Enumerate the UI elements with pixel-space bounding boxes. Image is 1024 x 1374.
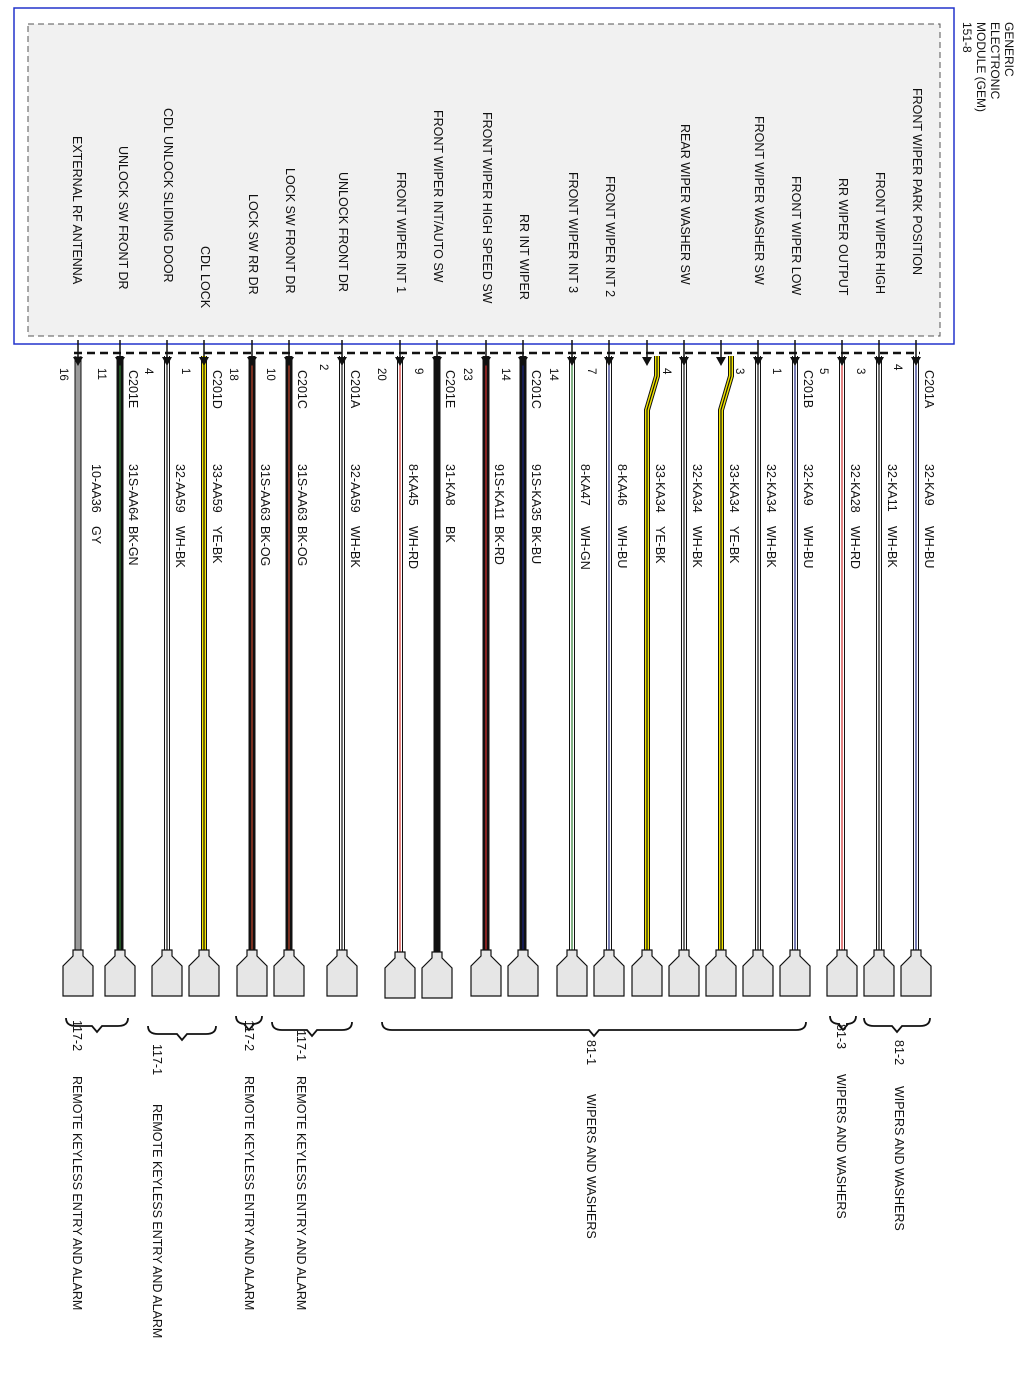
pin-arrow — [162, 357, 172, 366]
module-title-line4: 151-8 — [960, 22, 974, 53]
circuit-id: 32-KA28 — [848, 464, 862, 513]
reference-page: 117-2 — [70, 1020, 84, 1052]
pin-number: 2 — [317, 364, 329, 371]
circuit-id: 32-KA9 — [801, 464, 815, 506]
wire-color-code: BK-OG — [295, 526, 309, 567]
reference-page: 81-1 — [584, 1040, 598, 1066]
connector-id: C201A — [922, 370, 936, 409]
connector-terminal — [669, 950, 699, 996]
circuit-id: 32-KA9 — [922, 464, 936, 506]
connector-terminal — [237, 950, 267, 996]
connector-terminal — [422, 952, 452, 998]
wire-color-code: GY — [89, 526, 103, 545]
module-title-line1: GENERIC — [1002, 22, 1016, 77]
pin-arrow — [716, 357, 726, 366]
reference-page: 81-3 — [834, 1024, 848, 1050]
wire-group — [63, 340, 931, 998]
pin-number: 11 — [95, 368, 107, 380]
signal-label: EXTERNAL RF ANTENNA — [70, 136, 84, 285]
connector-id: C201E — [443, 370, 457, 409]
wire-color-code: WH-BU — [615, 526, 629, 569]
reference-title: WIPERS AND WASHERS — [584, 1094, 598, 1239]
brace-group — [66, 1016, 930, 1040]
connector-terminal — [385, 952, 415, 998]
wire-color-code: BK-BU — [529, 526, 543, 565]
wire-color-code: WH-BU — [801, 526, 815, 569]
pin-arrow — [911, 357, 921, 366]
signal-label: FRONT WIPER PARK POSITION — [910, 88, 924, 276]
signal-label: FRONT WIPER LOW — [789, 176, 803, 296]
circuit-id: 8-KA45 — [406, 464, 420, 506]
circuit-id: 8-KA47 — [578, 464, 592, 506]
connector-terminal — [327, 950, 357, 996]
signal-label: FRONT WIPER WASHER SW — [752, 116, 766, 285]
wire-insulation — [721, 356, 731, 950]
pin-arrow — [642, 357, 652, 366]
signal-label: FRONT WIPER INT 3 — [566, 172, 580, 294]
circuit-id: 91S-KA35 — [529, 464, 543, 521]
connector-terminal — [63, 950, 93, 996]
pin-number: 14 — [499, 368, 511, 381]
circuit-id: 91S-KA11 — [492, 464, 506, 521]
pin-arrow — [337, 357, 347, 366]
connector-terminal — [274, 950, 304, 996]
group-brace — [272, 1022, 352, 1036]
reference-title: REMOTE KEYLESS ENTRY AND ALARM — [294, 1076, 308, 1311]
connector-id: C201A — [348, 370, 362, 409]
circuit-id: 32-KA11 — [885, 464, 899, 512]
signal-label: FRONT WIPER INT 1 — [394, 172, 408, 294]
reference-title: WIPERS AND WASHERS — [892, 1086, 906, 1231]
signal-label: RR INT WIPER — [517, 214, 531, 300]
wire-color-code: YE-BK — [653, 526, 667, 564]
pin-number: 4 — [891, 364, 903, 371]
wire-color-code: WH-RD — [848, 526, 862, 570]
reference-title: REMOTE KEYLESS ENTRY AND ALARM — [70, 1076, 84, 1311]
module-title — [960, 22, 1016, 112]
connector-terminal — [780, 950, 810, 996]
group-brace — [382, 1022, 806, 1036]
circuit-id: 32-KA34 — [690, 464, 704, 513]
pin-number: 1 — [770, 368, 782, 375]
signal-label: CDL UNLOCK SLIDING DOOR — [161, 108, 175, 283]
reference-title: REMOTE KEYLESS ENTRY AND ALARM — [150, 1104, 164, 1339]
pin-number: 9 — [412, 368, 424, 375]
wire-color-code: WH-RD — [406, 526, 420, 570]
signal-label: FRONT WIPER HIGH SPEED SW — [480, 112, 494, 304]
wire-insulation — [647, 356, 657, 950]
signal-label: CDL LOCK — [198, 246, 212, 309]
pin-number: 20 — [375, 368, 387, 381]
pin-arrow — [790, 357, 800, 366]
pin-arrow — [679, 357, 689, 366]
module-title-line3: MODULE (GEM) — [974, 22, 988, 112]
wire-color-code: WH-BK — [690, 526, 704, 568]
connector-terminal — [557, 950, 587, 996]
pin-number: 5 — [817, 368, 829, 375]
reference-page: 117-2 — [242, 1020, 256, 1052]
connector-id: C201C — [295, 370, 309, 409]
pin-number: 16 — [57, 368, 69, 381]
module-title-line2: ELECTRONIC — [988, 22, 1002, 100]
connector-id: C201C — [529, 370, 543, 409]
pin-number: 1 — [179, 368, 191, 375]
circuit-id: 32-AA59 — [348, 464, 362, 513]
circuit-id: 31S-AA63 — [258, 464, 272, 521]
pin-arrow — [199, 357, 209, 366]
signal-label: RR WIPER OUTPUT — [836, 178, 850, 296]
connector-id: C201E — [126, 370, 140, 409]
reference-page: 81-2 — [892, 1040, 906, 1066]
wire-color-code: WH-BK — [173, 526, 187, 568]
pin-number: 10 — [264, 368, 276, 381]
connector-terminal — [706, 950, 736, 996]
connector-terminal — [189, 950, 219, 996]
pin-number: 7 — [585, 368, 597, 375]
connector-terminal — [471, 950, 501, 996]
pin-arrow — [567, 357, 577, 366]
reference-page: 117-1 — [294, 1030, 308, 1062]
connector-terminal — [152, 950, 182, 996]
pin-arrow — [604, 357, 614, 366]
circuit-id: 33-AA59 — [210, 464, 224, 513]
connector-terminal — [827, 950, 857, 996]
pin-number: 4 — [660, 368, 672, 375]
circuit-id: 33-KA34 — [727, 464, 741, 513]
wire-color-code: WH-BU — [922, 526, 936, 569]
wire-color-code: BK-GN — [126, 526, 140, 566]
connector-terminal — [632, 950, 662, 996]
connector-terminal — [105, 950, 135, 996]
circuit-id: 32-AA59 — [173, 464, 187, 513]
connector-terminal — [901, 950, 931, 996]
group-brace — [864, 1018, 930, 1032]
wire-color-code: WH-BK — [348, 526, 362, 568]
connector-terminal — [864, 950, 894, 996]
pin-number: 4 — [142, 368, 154, 375]
signal-label: LOCK SW FRONT DR — [283, 168, 297, 294]
circuit-id: 33-KA34 — [653, 464, 667, 513]
pin-arrow — [395, 357, 405, 366]
connector-terminal — [508, 950, 538, 996]
signal-label: FRONT WIPER INT 2 — [603, 176, 617, 298]
wire-color-code: WH-BK — [885, 526, 899, 568]
circuit-id: 31-KA8 — [443, 464, 457, 506]
signal-label: UNLOCK FRONT DR — [336, 172, 350, 292]
connector-id: C201B — [801, 370, 815, 409]
group-brace — [148, 1026, 216, 1040]
pin-number: 3 — [854, 368, 866, 375]
circuit-id: 32-KA34 — [764, 464, 778, 513]
circuit-id: 8-KA46 — [615, 464, 629, 506]
wire-color-code: BK-RD — [492, 526, 506, 565]
wire-color-code: YE-BK — [727, 526, 741, 564]
reference-title: REMOTE KEYLESS ENTRY AND ALARM — [242, 1076, 256, 1311]
wire-color-code: BK — [443, 526, 457, 543]
pin-arrow — [874, 357, 884, 366]
connector-terminal — [743, 950, 773, 996]
pin-arrow — [753, 357, 763, 366]
circuit-id: 31S-AA64 — [126, 464, 140, 521]
wire-color-code: WH-BK — [764, 526, 778, 568]
connector-id: C201D — [210, 370, 224, 409]
pin-number: 14 — [547, 368, 559, 381]
wire-color-code: WH-GN — [578, 526, 592, 570]
pin-number: 23 — [461, 368, 473, 381]
pin-arrow — [837, 357, 847, 366]
circuit-id: 10-AA36 — [89, 464, 103, 513]
wire-color-code: BK-OG — [258, 526, 272, 567]
pin-number: 3 — [733, 368, 745, 375]
signal-label: REAR WIPER WASHER SW — [678, 124, 692, 285]
pin-number: 18 — [227, 368, 239, 381]
signal-label: LOCK SW RR DR — [246, 194, 260, 295]
connector-terminal — [594, 950, 624, 996]
reference-page: 117-1 — [150, 1044, 164, 1076]
signal-label: UNLOCK SW FRONT DR — [116, 146, 130, 290]
signal-label: FRONT WIPER HIGH — [873, 172, 887, 294]
signal-label: FRONT WIPER INT/AUTO SW — [431, 110, 445, 283]
wire-color-code: YE-BK — [210, 526, 224, 564]
circuit-id: 31S-AA63 — [295, 464, 309, 521]
reference-title: WIPERS AND WASHERS — [834, 1074, 848, 1219]
